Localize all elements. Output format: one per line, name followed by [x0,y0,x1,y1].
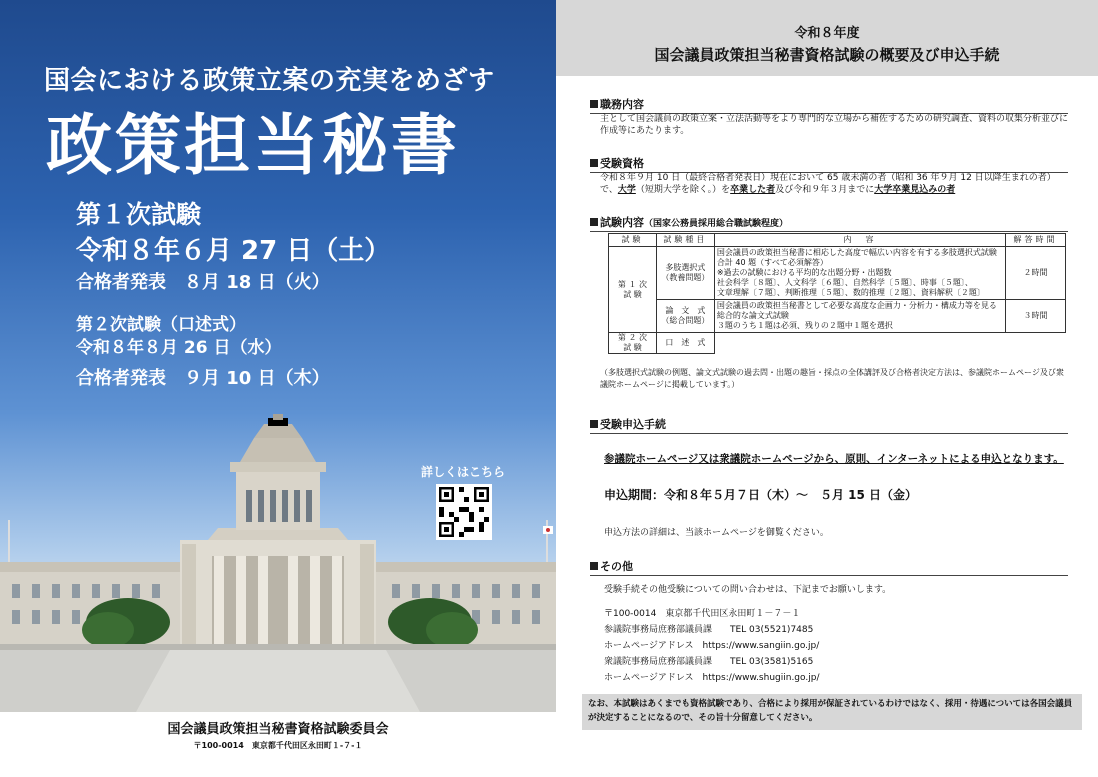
table-header-row [609,234,1066,247]
square-bullet-icon [590,562,598,570]
content-cell [714,333,1005,354]
exam-content-table [608,233,1066,354]
eligibility-heading: 受験資格 [590,155,1068,173]
time-cell [1006,333,1066,354]
shugiin-url-link[interactable]: ホームページアドレス https://www.shugiin.go.jp/ [604,673,820,683]
eligibility-body: 令和８年９月 10 日（最終合格者発表日）現在において 65 歳未満の者（昭和 36 年９月 12 日以降生まれの者）で、大学（短期大学を除く。）を卒業した者及び令和９年３月までに大学卒業見込みの者 [600,173,1056,195]
exam1-cell: 第 １ 次 試 験 [609,247,657,333]
table-header: 内 容 [714,234,1005,247]
application-method: 参議院ホームページ又は衆議院ホームページから、原則、インターネットによる申込となります。 [604,453,1064,465]
info-page [556,0,1098,777]
second-exam-date: 令和８年８月 26 日（水） [76,338,282,358]
application-period: 申込期間：令和８年５月７日（木）～ ５月 15 日（金） [604,488,918,502]
poster-subtitle: 国会における政策立案の充実をめざす [44,66,495,96]
duties-body: 主として国会議員の政策立案・立法活動等をより専門的な立場から補佐するための研究調査、資料の収集分析並びに作成等にあたります。 [600,114,1069,136]
shugiin-contact: 衆議院事務局庶務部議員課 TEL 03(3581)5165 [604,657,814,667]
time-cell: ２時間 [1006,247,1066,300]
content-cell: 国会議員の政策担当秘書として必要な高度な企画力・分析力・構成力等を見る総合的な論文式試験 ３題のうち１題は必須、残りの２題中１題を選択 [714,300,1005,333]
type-cell: 多肢選択式 （教養問題） [656,247,714,300]
exam2-cell: 第 ２ 次 試 験 [609,333,657,354]
application-heading: 受験申込手続 [590,416,1068,434]
first-exam-date: 令和８年６月 27 日（土） [76,236,391,266]
info-header [556,0,1098,76]
sangiin-url-link[interactable]: ホームページアドレス https://www.sangiin.go.jp/ [604,641,820,651]
content-cell: 国会議員の政策担当秘書に相応した高度で幅広い内容を有する多肢選択式試験 合計 40 題（すべて必須解答） ※過去の試験における平均的な出題分野・出題数 社会科学〔８題〕、人文科学〔６題〕、自然科学〔５題〕、時事〔５題〕、 文章理解〔７題〕、判断推理〔５題〕、数的推理〔２題〕、資料解釈〔２題〕 [714,247,1005,300]
organization-name: 国会議員政策担当秘書資格試験委員会 [167,722,389,737]
footer-note: なお、本試験はあくまでも資格試験であり、合格により採用が保証されているわけではなく、採用・待遇については各国会議員が決定することになるので、その旨十分留意してください。 [582,694,1082,730]
type-cell: 論 文 式 （総合問題） [656,300,714,333]
type-cell: 口 述 式 [656,333,714,354]
square-bullet-icon [590,100,598,108]
poster-title: 政策担当秘書 [46,107,460,184]
square-bullet-icon [590,159,598,167]
qr-code-icon[interactable] [436,484,492,540]
table-row [609,247,1066,300]
details-label: 詳しくはこちら [421,465,506,479]
time-cell: ３時間 [1006,300,1066,333]
postal-address: 〒100-0014 東京都千代田区永田町１－７－１ [604,609,801,619]
organization-address: 〒100-0014 東京都千代田区永田町１-７-１ [193,741,363,750]
inquiry-intro: 受験手続その他受験についての問い合わせは、下記までお願いします。 [604,585,892,595]
second-pass-announcement: 合格者発表 ９月 10 日（木） [76,368,330,389]
square-bullet-icon [590,420,598,428]
other-heading: その他 [590,558,1068,576]
table-header: 試験種目 [656,234,714,247]
info-year: 令和８年度 [794,26,860,41]
table-note: （多肢選択式試験の例題、論文式試験の過去問・出題の趣旨・採点の全体講評及び合格者決定方法は、参議院ホームページ及び衆議院ホームページに掲載しています。） [600,368,1064,389]
first-exam-label: 第１次試験 [76,200,202,229]
table-header: 解答時間 [1006,234,1066,247]
content-heading: 試験内容（国家公務員採用総合職試験程度） [590,214,1068,232]
application-detail: 申込方法の詳細は、当該ホームページを御覧ください。 [604,528,829,538]
duties-heading: 職務内容 [590,96,1068,114]
info-title: 国会議員政策担当秘書資格試験の概要及び申込手続 [654,46,1000,64]
sangiin-contact: 参議院事務局庶務部議員課 TEL 03(5521)7485 [604,625,814,635]
table-row [609,300,1066,333]
square-bullet-icon [590,218,598,226]
table-row [609,333,1066,354]
second-exam-label: 第２次試験（口述式） [76,315,246,335]
table-header: 試験 [609,234,657,247]
first-pass-announcement: 合格者発表 ８月 18 日（火） [76,272,330,293]
